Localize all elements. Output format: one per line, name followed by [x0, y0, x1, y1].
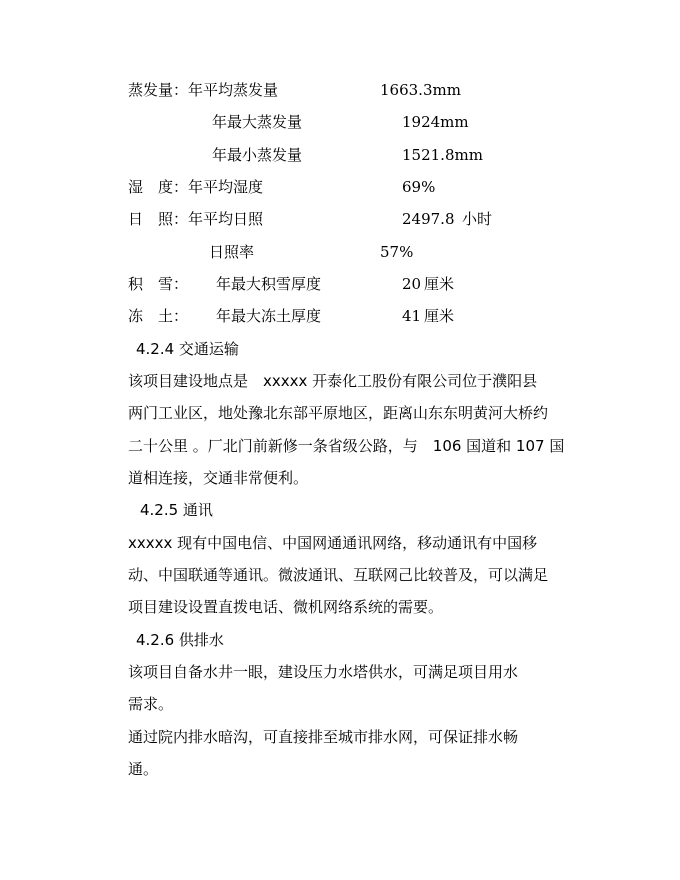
paragraph-line: 项目建设设置直拨电话、微机网络系统的需要。: [128, 598, 444, 616]
evaporation-label: 蒸发量：年平均蒸发量: [128, 81, 279, 99]
frost-sub-label: 年最大冻土厚度: [216, 307, 322, 325]
sunshine-rate-value: 57%: [380, 243, 414, 261]
sunshine-unit: 小时: [462, 210, 493, 228]
humidity-label: 湿 度：年平均湿度: [128, 178, 264, 196]
sunshine-value: 2497.8: [402, 210, 455, 228]
frost-label: 冻 土：: [128, 307, 189, 325]
evaporation-max-label: 年最大蒸发量: [212, 113, 303, 131]
paragraph-line: 通过院内排水暗沟，可直接排至城市排水网，可保证排水畅: [128, 728, 519, 746]
evaporation-avg-value: 1663.3mm: [380, 81, 461, 99]
snow-value: 20: [402, 275, 422, 293]
paragraph-line: 该项目建设地点是 xxxxx 开泰化工股份有限公司位于濮阳县: [128, 372, 538, 390]
paragraph-line: 该项目自备水井一眼，建设压力水塔供水，可满足项目用水: [128, 663, 519, 681]
snow-label: 积 雪：: [128, 275, 189, 293]
evaporation-max-value: 1924mm: [402, 113, 469, 131]
humidity-value: 69%: [402, 178, 436, 196]
frost-unit: 厘米: [424, 307, 455, 325]
paragraph-line: 需求。: [128, 695, 174, 713]
paragraph-line: 道相连接，交通非常便利。: [128, 469, 309, 487]
snow-sub-label: 年最大积雪厚度: [216, 275, 322, 293]
section-heading-transport: 4.2.4 交通运输: [136, 340, 239, 358]
paragraph-line: 动、中国联通等通讯。微波通讯、互联网己比较普及，可以满足: [128, 566, 549, 584]
sunshine-rate-label: 日照率: [209, 243, 255, 261]
paragraph-line: 二十公里 。厂北门前新修一条省级公路，与 106 国道和 107 国: [128, 437, 565, 455]
evaporation-min-value: 1521.8mm: [402, 146, 483, 164]
sunshine-label: 日 照：年平均日照: [128, 210, 264, 228]
frost-value: 41: [402, 307, 422, 325]
evaporation-min-label: 年最小蒸发量: [212, 146, 303, 164]
paragraph-line: 通。: [128, 760, 159, 778]
section-heading-water: 4.2.6 供排水: [136, 631, 224, 649]
paragraph-line: 两门工业区，地处豫北东部平原地区，距离山东东明黄河大桥约: [128, 404, 549, 422]
snow-unit: 厘米: [424, 275, 455, 293]
paragraph-line: xxxxx 现有中国电信、中国网通通讯网络，移动通讯有中国移: [128, 534, 538, 552]
section-heading-communication: 4.2.5 通讯: [140, 501, 213, 519]
